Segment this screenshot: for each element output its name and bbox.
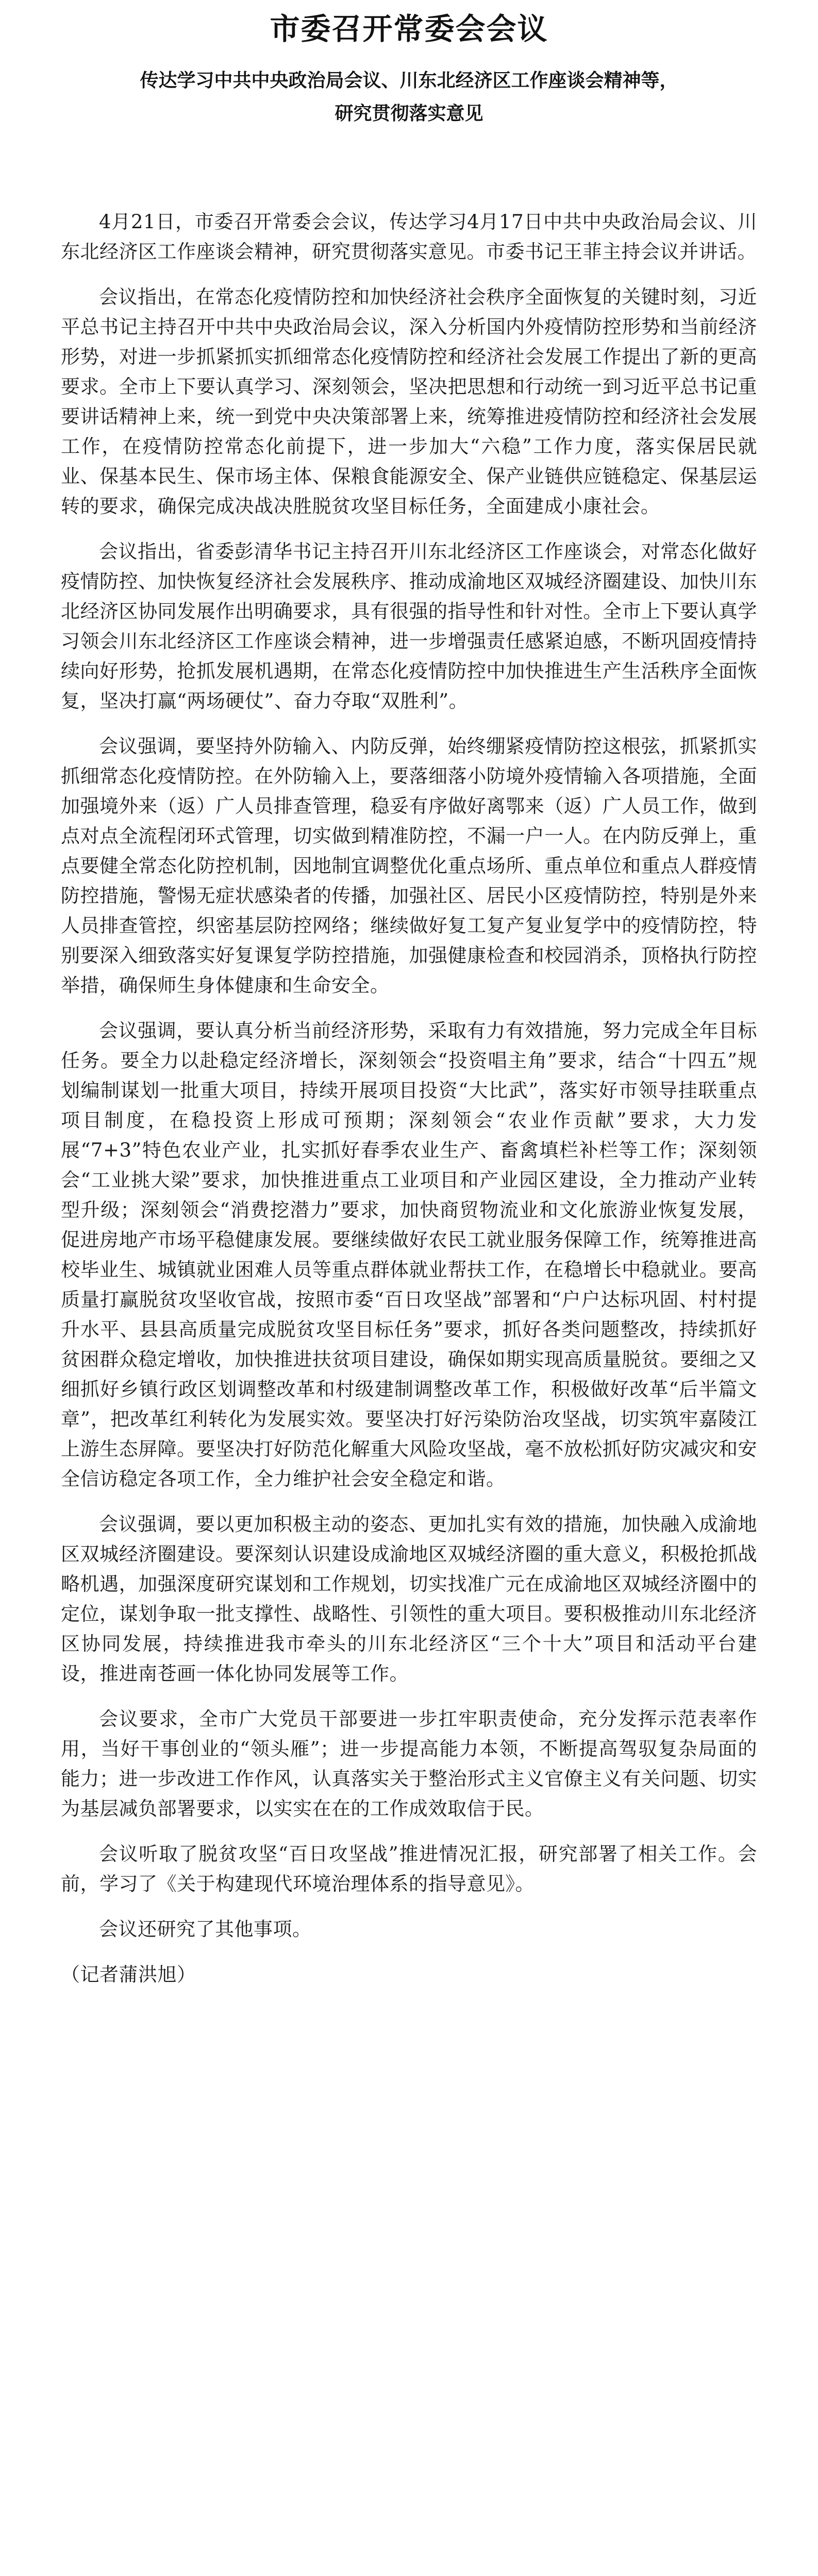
subtitle-line-1: 传达学习中共中央政治局会议、川东北经济区工作座谈会精神等， (140, 70, 678, 91)
paragraph-3: 会议指出，省委彭清华书记主持召开川东北经济区工作座谈会，对常态化做好疫情防控、加快恢复经济社会发展秩序、推动成渝地区双城经济圈建设、加快川东北经济区协同发展作出明确要求，具有很强的指导性和针对性。全市上下要认真学习领会川东北经济区工作座谈会精神，进一步增强责任感紧迫感，不断巩固疫情持续向好形势，抢抓发展机遇期，在常态化疫情防控中加快推进生产生活秩序全面恢复，坚决打赢“两场硬仗”、奋力夺取“双胜利”。 (61, 540, 757, 712)
paragraph-9: 会议还研究了其他事项。 (99, 1918, 312, 1940)
subtitle-line-2: 研究贯彻落实意见 (335, 103, 483, 124)
paragraph-5: 会议强调，要认真分析当前经济形势，采取有力有效措施，努力完成全年目标任务。要全力以赴稳定经济增长，深刻领会“投资唱主角”要求，结合“十四五”规划编制谋划一批重大项目，持续开展项目投资“大比武”，落实好市领导挂联重点项目制度，在稳投资上形成可预期；深刻领会“农业作贡献”要求，大力发展“7+3”特色农业产业，扎实抓好春季农业生产、畜禽填栏补栏等工作；深刻领会“工业挑大梁”要求，加快推进重点工业项目和产业园区建设，全力推动产业转型升级；深刻领会“消费挖潜力”要求，加快商贸物流业和文化旅游业恢复发展，促进房地产市场平稳健康发展。要继续做好农民工就业服务保障工作，统筹推进高校毕业生、城镇就业困难人员等重点群体就业帮扶工作，在稳增长中稳就业。要高质量打赢脱贫攻坚收官战，按照市委“百日攻坚战”部署和“户户达标巩固、村村提升水平、县县高质量完成脱贫攻坚目标任务”要求，抓好各类问题整改，持续抓好贫困群众稳定增收，加快推进扶贫项目建设，确保如期实现高质量脱贫。要细之又细抓好乡镇行政区划调整改革和村级建制调整改革工作，积极做好改革“后半篇文章”，把改革红利转化为发展实效。要坚决打好污染防治攻坚战，切实筑牢嘉陵江上游生态屏障。要坚决打好防范化解重大风险攻坚战，毫不放松抓好防灾减灾和安全信访稳定各项工作，全力维护社会安全稳定和谐。 (61, 1020, 757, 1490)
paragraph-4: 会议强调，要坚持外防输入、内防反弹，始终绷紧疫情防控这根弦，抓紧抓实抓细常态化疫情防控。在外防输入上，要落细落小防境外疫情输入各项措施，全面加强境外来（返）广人员排查管理，稳妥有序做好离鄂来（返）广人员工作，做到点对点全流程闭环式管理，切实做到精准防控，不漏一户一人。在内防反弹上，重点要健全常态化防控机制，因地制宜调整优化重点场所、重点单位和重点人群疫情防控措施，警惕无症状感染者的传播，加强社区、居民小区疫情防控，特别是外来人员排查管控，织密基层防控网络；继续做好复工复产复业复学中的疫情防控，特别要深入细致落实好复课复学防控措施，加强健康检查和校园消杀，顶格执行防控举措，确保师生身体健康和生命安全。 (61, 735, 757, 996)
article-body (61, 207, 757, 1990)
paragraph-2: 会议指出，在常态化疫情防控和加快经济社会秩序全面恢复的关键时刻，习近平总书记主持召开中共中央政治局会议，深入分析国内外疫情防控形势和当前经济形势，对进一步抓紧抓实抓细常态化疫情防控和经济社会发展工作提出了新的更高要求。全市上下要认真学习、深刻领会，坚决把思想和行动统一到习近平总书记重要讲话精神上来，统一到党中央决策部署上来，统筹推进疫情防控和经济社会发展工作，在疫情防控常态化前提下，进一步加大“六稳”工作力度，落实保居民就业、保基本民生、保市场主体、保粮食能源安全、保产业链供应链稳定、保基层运转的要求，确保完成决战决胜脱贫攻坚目标任务，全面建成小康社会。 (61, 286, 757, 517)
article-subtitle (61, 64, 757, 130)
paragraph-1: 4月21日，市委召开常委会会议，传达学习4月17日中共中央政治局会议、川东北经济区工作座谈会精神，研究贯彻落实意见。市委书记王菲主持会议并讲话。 (61, 211, 757, 263)
reporter-credit: （记者蒲洪旭） (61, 1963, 196, 1986)
article-title: 市委召开常委会会议 (270, 11, 548, 46)
paragraph-8: 会议听取了脱贫攻坚“百日攻坚战”推进情况汇报，研究部署了相关工作。会前，学习了《关于构建现代环境治理体系的指导意见》。 (61, 1843, 757, 1895)
paragraph-6: 会议强调，要以更加积极主动的姿态、更加扎实有效的措施，加快融入成渝地区双城经济圈建设。要深刻认识建设成渝地区双城经济圈的重大意义，积极抢抓战略机遇，加强深度研究谋划和工作规划，切实找准广元在成渝地区双城经济圈中的定位，谋划争取一批支撑性、战略性、引领性的重大项目。要积极推动川东北经济区协同发展，持续推进我市牵头的川东北经济区“三个十大”项目和活动平台建设，推进南苍画一体化协同发展等工作。 (61, 1513, 757, 1685)
paragraph-7: 会议要求，全市广大党员干部要进一步扛牢职责使命，充分发挥示范表率作用，当好干事创业的“领头雁”；进一步提高能力本领，不断提高驾驭复杂局面的能力；进一步改进工作作风，认真落实关于整治形式主义官僚主义有关问题、切实为基层减负部署要求，以实实在在的工作成效取信于民。 (61, 1708, 757, 1820)
